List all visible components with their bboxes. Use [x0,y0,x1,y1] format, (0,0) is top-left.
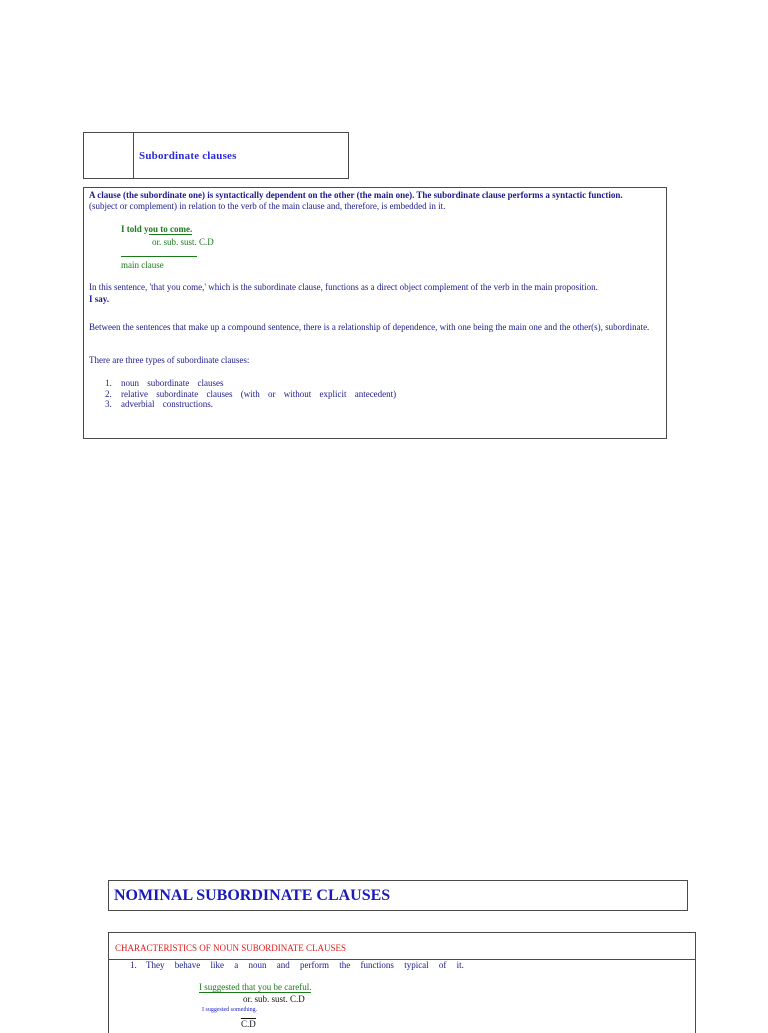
compound-sentence-paragraph: Between the sentences that make up a compound sentence, there is a relationship of dependence, with one being the main one and the other(s), subordinate. [89,322,650,332]
main-clause-label: main clause [121,260,164,270]
example-2-cd-label: C.D [241,1019,256,1029]
list-item-number: 2. [105,388,112,399]
list-item-text: adverbial constructions. [121,399,213,409]
example-sentence-start: I told y [121,224,149,234]
list-item-text: noun subordinate clauses [121,378,224,388]
example-annotation: or. sub. sust. C.D [152,237,214,247]
nominal-clauses-title-box [108,880,688,911]
three-types-intro: There are three types of subordinate clauses: [89,355,250,365]
main-clause-underline [121,256,197,257]
title-box-blank-cell [84,133,134,178]
say-line: I say. [89,294,110,304]
subordinate-clauses-content-box [83,187,667,439]
list-item [105,389,396,400]
example-2-paraphrase: I suggested something. [202,1007,258,1013]
characteristics-heading: CHARACTERISTICS OF NOUN SUBORDINATE CLAUSES [115,943,347,953]
example-sentence [121,224,192,235]
section-title-box [83,132,349,179]
characteristics-box [108,932,696,1033]
section-title: Subordinate clauses [139,149,237,162]
intro-paragraph [89,190,665,211]
item-number: 1. [130,960,137,970]
example-2-text: I suggested that you be careful. [199,982,312,992]
item-text: They behave like a noun and perform the functions typical of it. [146,960,464,970]
characteristics-header [109,933,695,960]
example-sentence-2 [199,982,311,993]
intro-bold-text: A clause (the subordinate one) is syntactically dependent on the other (the main one). The subordinate clause performs a syntactic function. [89,190,623,200]
explanation-paragraph: In this sentence, 'that you come,' which is the subordinate clause, functions as a direct object complement of the verb in the main proposition. [89,282,598,292]
list-item-number: 1. [105,378,112,388]
list-item-number: 3. [105,399,112,409]
example-subordinate-part: ou to come. [148,224,193,234]
nominal-clauses-title: NOMINAL SUBORDINATE CLAUSES [114,886,391,904]
list-item [105,399,396,410]
characteristic-item [130,960,464,971]
list-item [105,378,396,389]
intro-continuation: (subject or complement) in relation to the verb of the main clause and, therefore, is embedded in it. [89,200,446,211]
list-item-text: relative subordinate clauses (with or without explicit antecedent) [121,388,397,399]
example-2-annotation: or. sub. sust. C.D [243,994,305,1004]
clause-types-list [105,378,396,410]
